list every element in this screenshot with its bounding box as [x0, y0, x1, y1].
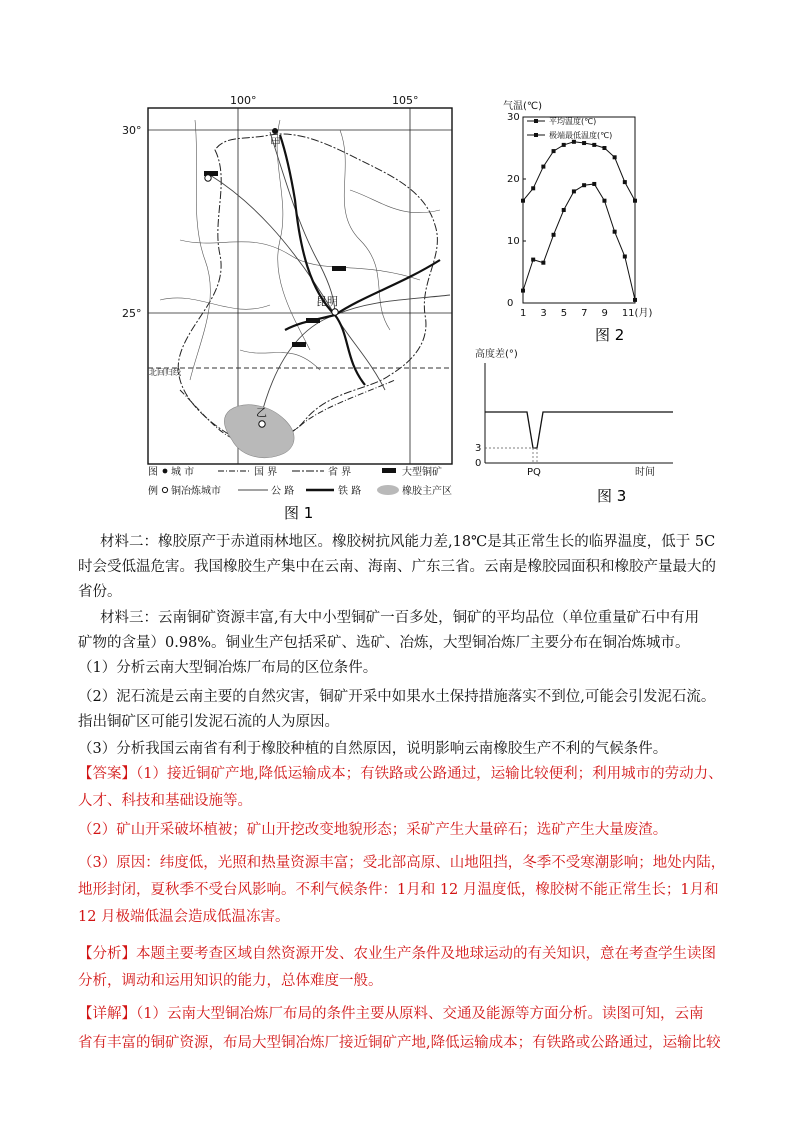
m2-line-1: 材料二：橡胶原产于赤道雨林地区。橡胶树抗风能力差,18℃是其正常生长的临界温度，低于 5C	[100, 534, 716, 550]
legend-prefix-1: 图	[148, 467, 158, 478]
m2-line-3: 省份。	[78, 584, 122, 600]
question-2-line-2: 指出铜矿区可能引发泥石流的人为原因。	[78, 714, 339, 730]
lat-25-label: 25°	[122, 307, 142, 320]
fig2-series-avg-line	[523, 142, 635, 201]
fig2-avg-point	[623, 180, 627, 184]
detail-line-2: 省有丰富的铜矿资源，布局大型铜冶炼厂接近铜矿产地,降低运输成本；有铁路或公路通过，运输比较	[78, 1035, 721, 1051]
fig3-curve	[485, 412, 673, 448]
place-yi: 乙	[256, 406, 267, 419]
fig2-y-tick: 10	[507, 236, 520, 247]
fig2-series	[521, 140, 637, 302]
place-jia: 甲	[270, 136, 281, 149]
fig3-tick-0: 0	[475, 458, 482, 469]
figure3-caption: 图 3	[597, 487, 627, 505]
fig2-y-title: 气温(℃)	[503, 101, 543, 112]
railways	[280, 135, 440, 385]
figure3-chart	[445, 345, 685, 505]
city-jia	[272, 128, 278, 134]
fig2-min-point	[572, 189, 576, 193]
fig2-y-tick: 0	[507, 298, 514, 309]
answer-2: （2）矿山开采破坏植被；矿山开挖改变地貌形态；采矿产生大量碎石；选矿产生大量废渣。	[78, 822, 668, 838]
fig2-avg-point	[541, 165, 545, 169]
place-kunming: 昆明	[316, 295, 338, 308]
copper-mine-2	[332, 266, 346, 271]
figure2-chart	[495, 95, 675, 350]
analysis-line-2: 分析，调动和运用知识的能力，总体难度一般。	[78, 973, 383, 989]
legend-highway: 公 路	[271, 486, 295, 497]
fig2-x-tick: 3	[540, 308, 547, 319]
legend-smelting-city: 铜冶炼城市	[171, 486, 221, 497]
fig2-avg-point	[582, 141, 586, 145]
fig2-avg-point	[633, 199, 637, 203]
legend-copper-mine: 大型铜矿	[402, 467, 442, 478]
fig3-tick-3: 3	[475, 443, 482, 454]
fig2-x-tick: 5	[560, 308, 568, 319]
legend-rubber-area: 橡胶主产区	[402, 486, 452, 497]
question-3: （3）分析我国云南省有利于橡胶种植的自然原因，说明影响云南橡胶生产不利的气候条件。	[78, 741, 668, 757]
lon-105-label: 105°	[392, 94, 419, 107]
fig2-avg-point	[521, 199, 525, 203]
material-3	[78, 606, 740, 656]
material-2	[78, 530, 740, 605]
fig2-avg-point	[562, 143, 566, 147]
fig2-min-point	[602, 199, 606, 203]
questions	[78, 656, 758, 762]
answer-line-1: 【答案】（1）接近铜矿产地,降低运输成本；有铁路或公路通过，运输比较便利；利用城市的劳动力、	[78, 766, 723, 782]
fig2-min-point	[613, 230, 617, 234]
fig2-min-point	[521, 289, 525, 293]
fig3-pq-label: PQ	[527, 467, 541, 478]
figure2-caption: 图 2	[595, 326, 625, 344]
fig2-y-tick: 30	[507, 112, 520, 123]
lat-30-label: 30°	[122, 124, 142, 137]
detail-line-1: 【详解】（1）云南大型铜冶炼厂布局的条件主要从原料、交通及能源等方面分析。读图可知，云南	[78, 1006, 704, 1022]
tropic-label: 北回归线	[149, 368, 181, 377]
m2-line-2: 时会受低温危害。我国橡胶生产集中在云南、海南、广东三省。云南是橡胶园面积和橡胶产量最大的	[78, 559, 716, 575]
smelting-city-yi	[259, 421, 265, 427]
figure1-map	[120, 90, 465, 520]
answer-block	[78, 762, 758, 1056]
question-1: （1）分析云南大型铜冶炼厂布局的区位条件。	[78, 660, 378, 676]
map-legend	[148, 465, 452, 497]
answer-line-2: 人才、科技和基础设施等。	[78, 793, 252, 809]
legend-national-border: 国 界	[254, 467, 278, 478]
fig2-min-point	[531, 258, 535, 262]
fig2-avg-point	[602, 146, 606, 150]
answer-3-line-1: （3）原因：纬度低，光照和热量资源丰富；受北部高原、山地阻挡，冬季不受寒潮影响；地处内陆，	[78, 855, 726, 871]
fig2-avg-point	[613, 155, 617, 159]
fig2-min-point	[633, 298, 637, 302]
fig2-min-point	[552, 233, 556, 237]
figure1-caption: 图 1	[284, 504, 314, 520]
fig2-avg-point	[592, 143, 596, 147]
fig2-min-point	[623, 255, 627, 259]
fig2-avg-point	[531, 186, 535, 190]
fig2-plot-frame	[523, 117, 635, 303]
legend-railway: 铁 路	[338, 486, 362, 497]
fig2-legend	[527, 116, 612, 140]
analysis-line-1: 【分析】本题主要考查区域自然资源开发、农业生产条件及地球运动的有关知识，意在考查学生读图	[78, 946, 716, 962]
fig2-avg-point	[572, 140, 576, 144]
map-frame	[148, 108, 452, 464]
fig2-x-tick: 9	[601, 308, 608, 319]
legend-prefix-2: 例	[148, 486, 158, 497]
m3-line-2: 矿物的含量）0.98%。铜业生产包括采矿、选矿、冶炼，大型铜冶炼厂主要分布在铜冶炼城市。	[78, 635, 690, 651]
fig2-legend-min: 极端最低温度(℃)	[549, 131, 613, 140]
fig2-y-tick: 20	[507, 174, 520, 185]
fig3-y-title: 高度差(°)	[475, 349, 518, 360]
fig2-x-tick: 1	[520, 308, 527, 319]
smelting-city-kunming	[332, 309, 338, 315]
m3-line-1: 材料三：云南铜矿资源丰富,有大中小型铜矿一百多处，铜矿的平均品位（单位重量矿石中有用	[100, 610, 700, 626]
smelting-city-1	[205, 175, 211, 181]
question-2-line-1: （2）泥石流是云南主要的自然灾害，铜矿开采中如果水土保持措施落实不到位,可能会引发泥石流。	[78, 689, 716, 705]
fig2-legend-avg: 平均温度(℃)	[549, 117, 597, 126]
lon-100-label: 100°	[230, 94, 257, 107]
fig2-x-tick: 7	[581, 308, 588, 319]
answer-3-line-3: 12 月极端低温会造成低温冻害。	[78, 909, 290, 925]
legend-city: 城 市	[171, 467, 195, 478]
copper-mine-3	[306, 318, 320, 323]
answer-3-line-2: 地形封闭，夏秋季不受台风影响。不利气候条件：1月和 12 月温度低，橡胶树不能正常生长；1月和	[78, 882, 719, 898]
fig3-x-title: 时间	[635, 467, 655, 478]
fig2-min-point	[562, 208, 566, 212]
rivers	[160, 120, 440, 380]
fig2-series-min-line	[523, 184, 635, 300]
fig2-min-point	[582, 183, 586, 187]
fig2-avg-point	[552, 149, 556, 153]
copper-mine-4	[292, 342, 306, 347]
provincial-border	[178, 134, 437, 442]
fig2-x-ticks	[520, 307, 652, 319]
fig2-min-point	[592, 182, 596, 186]
legend-provincial-border: 省 界	[328, 467, 352, 478]
highways	[210, 132, 450, 420]
fig2-min-point	[541, 261, 545, 265]
fig2-x-tick: 11(月)	[621, 308, 653, 319]
